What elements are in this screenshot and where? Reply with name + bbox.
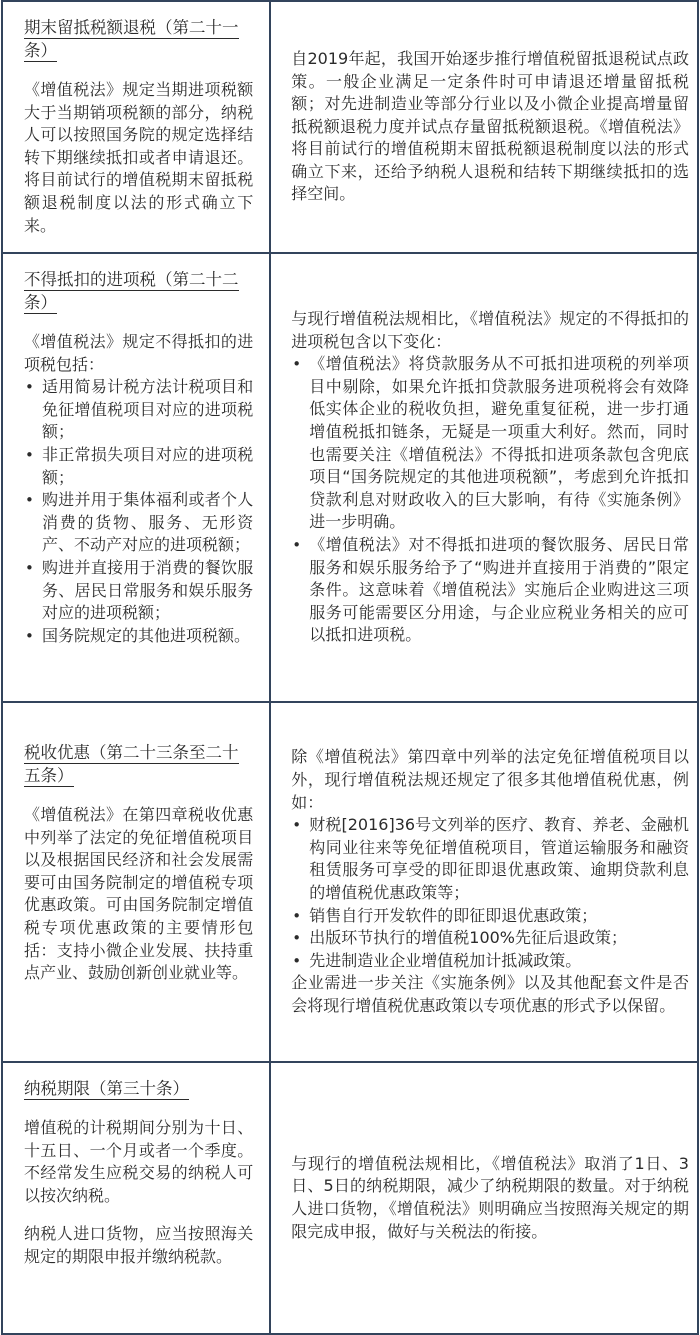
list-item: • 《增值税法》对不得抵扣进项的餐饮服务、居民日常服务和娱乐服务给予了“购进并直接用于消费的”限定条件。这意味着《增值税法》实施后企业购进这三项服务可能需要区分用途，与企业应税业务相关的应可以抵扣进项税。 bbox=[309, 534, 689, 647]
analysis-list bbox=[291, 814, 689, 972]
analysis-text: 与现行的增值税法规相比，《增值税法》取消了1日、3日、5日的纳税期限，减少了纳税期限的数量。对于纳税人进口货物，《增值税法》则明确应当按照海关规定的期限完成申报，做好与关税法的衔接。 bbox=[291, 1153, 689, 1241]
analysis-intro: 与现行增值税法规相比，《增值税法》规定的不得抵扣的进项税包含以下变化： bbox=[291, 309, 689, 351]
analysis-cell bbox=[271, 703, 699, 1061]
list-item: • 购进并用于集体福利或者个人消费的货物、服务、无形资产、不动产对应的进项税额； bbox=[42, 489, 253, 557]
provision-intro: 《增值税法》规定不得抵扣的进项税包括： bbox=[24, 332, 254, 374]
list-item: • 适用简易计税方法计税项目和免征增值税项目对应的进项税额； bbox=[42, 376, 253, 444]
provision-text: 纳税人进口货物，应当按照海关规定的期限申报并缴纳税款。 bbox=[24, 1224, 254, 1266]
table-row bbox=[3, 254, 699, 703]
analysis-list bbox=[291, 353, 689, 647]
table-row bbox=[3, 703, 699, 1063]
table-row bbox=[3, 2, 699, 254]
list-item: • 非正常损失项目对应的进项税额； bbox=[42, 444, 253, 489]
list-item: • 购进并直接用于消费的餐饮服务、居民日常服务和娱乐服务对应的进项税额； bbox=[42, 557, 253, 625]
analysis-outro: 企业需进一步关注《实施条例》以及其他配套文件是否会将现行增值税优惠政策以专项优惠的形式予以保留。 bbox=[291, 973, 689, 1015]
comparison-table bbox=[1, 0, 699, 1335]
provision-heading: 期末留抵税额退税（第二十一条） bbox=[24, 18, 239, 60]
provision-heading: 税收优惠（第二十三条至二十五条） bbox=[24, 743, 239, 785]
provision-cell bbox=[3, 703, 271, 1061]
provision-heading: 不得抵扣的进项税（第二十二条） bbox=[24, 270, 239, 312]
analysis-cell bbox=[271, 2, 699, 252]
provision-text: 《增值税法》规定当期进项税额大于当期销项税额的部分，纳税人可以按照国务院的规定选择结转下期继续抵扣或者申请退还。将目前试行的增值税期末留抵税额退税制度以法的形式确立下来。 bbox=[24, 80, 254, 235]
list-item: • 《增值税法》将贷款服务从不可抵扣进项税的列举项目中剔除，如果允许抵扣贷款服务进项税将会有效降低实体企业的税收负担，避免重复征税，进一步打通增值税抵扣链条，无疑是一项重大利好。然而，同时也需要关注《增值税法》不得抵扣进项条款包含兜底项目“国务院规定的其他进项税额”，考虑到允许抵扣贷款利息对财政收入的巨大影响，有待《实施条例》进一步明确。 bbox=[309, 353, 689, 534]
list-item: • 出版环节执行的增值税100%先征后退政策； bbox=[309, 927, 689, 950]
list-item: • 销售自行开发软件的即征即退优惠政策； bbox=[309, 905, 689, 928]
analysis-text: 自2019年起，我国开始逐步推行增值税留抵退税试点政策。一般企业满足一定条件时可申请退还增量留抵税额；对先进制造业等部分行业以及小微企业提高增量留抵税额退税力度并试点存量留抵税额退税。《增值税法》将目前试行的增值税期末留抵税额退税制度以法的形式确立下来，还给予纳税人退税和结转下期继续抵扣的选择空间。 bbox=[291, 48, 689, 204]
analysis-cell bbox=[271, 254, 699, 701]
provision-cell bbox=[3, 254, 271, 701]
provision-list bbox=[24, 376, 253, 647]
analysis-intro: 除《增值税法》第四章中列举的法定免征增值税项目以外，现行增值税法规还规定了很多其他增值税优惠，例如： bbox=[291, 747, 689, 812]
provision-text: 《增值税法》在第四章税收优惠中列举了法定的免征增值税项目以及根据国民经济和社会发展需要可由国务院制定的增值税专项优惠政策。可由国务院制定增值税专项优惠政策的主要情形包括：支持小微企业发展、扶持重点产业、鼓励创新创业就业等。 bbox=[24, 805, 254, 983]
provision-heading: 纳税期限（第三十条） bbox=[24, 1079, 189, 1098]
list-item: • 国务院规定的其他进项税额。 bbox=[42, 625, 253, 648]
list-item: • 先进制造业企业增值税加计抵减政策。 bbox=[309, 950, 689, 973]
analysis-cell bbox=[271, 1063, 699, 1333]
table-row bbox=[3, 1063, 699, 1335]
list-item: • 财税[2016]36号文列举的医疗、教育、养老、金融机构同业往来等免征增值税项目，管道运输服务和融资租赁服务可享受的即征即退优惠政策、逾期贷款利息的增值税优惠政策等； bbox=[309, 814, 689, 904]
provision-cell bbox=[3, 2, 271, 252]
provision-cell bbox=[3, 1063, 271, 1333]
provision-text: 增值税的计税期间分别为十日、十五日、一个月或者一个季度。不经常发生应税交易的纳税人可以按次纳税。 bbox=[24, 1118, 254, 1205]
